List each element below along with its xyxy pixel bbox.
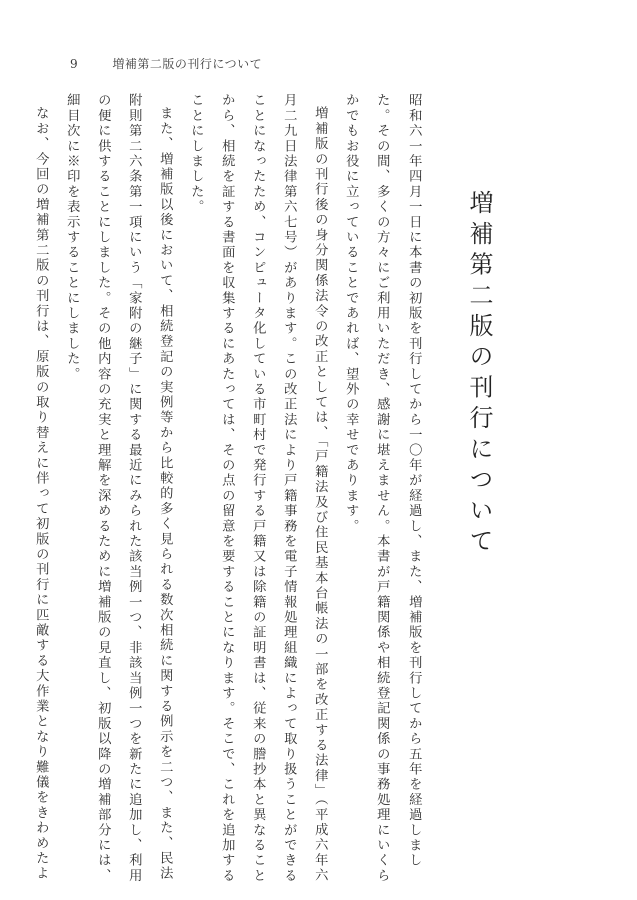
body-line: た。その間、多くの方々にご利用いただき、感謝に堪えません。本書が戸籍関係や相続登記関係の事務処理にいくら bbox=[374, 93, 390, 884]
body-line: 月二九日法律第六七号）があります。この改正法により戸籍事務を電子情報処理組織によって取り扱うことができる bbox=[281, 93, 297, 884]
body-line: なお、今回の増補第二版の刊行は、原版の取り替えに伴って初版の刊行に匹敵する大作業となり難儀をきわめたよ bbox=[33, 106, 49, 882]
body-line: の便に供することにしました。その他内容の充実と理解を深めるために増補版の見直し、初版以降の増補部分には、 bbox=[95, 93, 111, 884]
body-line: かでもお役に立っていることであれば、望外の幸せであります。 bbox=[343, 93, 359, 534]
body-line: ことになったため、コンピュータ化している市町村で発行する戸籍又は除籍の証明書は、従来の謄抄本と異なること bbox=[250, 93, 266, 884]
body-line: 増補版の刊行後の身分関係法令の改正としては、「戸籍法及び住民基本台帳法の一部を改正する法律」（平成六年六 bbox=[312, 106, 328, 884]
chapter-title: 増補第二版の刊行について bbox=[465, 190, 493, 559]
running-header bbox=[70, 55, 262, 72]
body-line: また、増補版以後において、相続登記の実例等から比較的多く見られる数次相続に関する例示を二つ、また、民法 bbox=[157, 106, 173, 882]
body-line: から、相続を証する書面を収集するにあたっては、その点の留意を要することになります。そこで、これを追加する bbox=[219, 93, 235, 884]
body-line: 細目次に※印を表示することにしました。 bbox=[64, 93, 80, 382]
page-number: 9 bbox=[70, 57, 79, 71]
body-line: 附則第二六条第一項にいう「家附の継子」に関する最近にみられた該当例一つ、非該当例一つを新たに追加し、利用 bbox=[126, 93, 142, 884]
body-line: ことにしました。 bbox=[188, 93, 204, 215]
body-line: 昭和六一年四月一日に本書の初版を刊行してから一〇年が経過し、また、増補版を刊行してから五年を経過しまし bbox=[406, 93, 422, 869]
running-title: 増補第二版の刊行について bbox=[112, 57, 263, 71]
